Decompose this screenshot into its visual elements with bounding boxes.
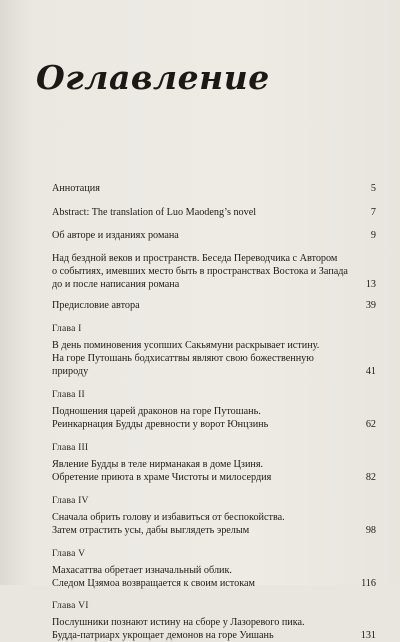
toc-entry-title [52, 252, 376, 291]
toc-entry-title [52, 616, 376, 642]
table-of-contents [52, 176, 376, 642]
toc-entry-line: Аннотация [52, 183, 100, 194]
toc-page-number: 116 [361, 578, 376, 589]
toc-entry-line: до и после написания романа [52, 279, 180, 290]
toc-page-number: 41 [365, 366, 376, 377]
toc-entry-line: о событиях, имевших место быть в пространствах Востока и Запада [52, 266, 348, 277]
toc-entry-title [52, 564, 376, 590]
toc-page-number: 131 [360, 630, 376, 641]
toc-entry [52, 252, 376, 291]
toc-page-number: 7 [370, 207, 376, 218]
toc-entry-line: Реинкарнация Будды древности у ворот Юнцзинь [52, 419, 269, 430]
toc-entry [52, 511, 376, 537]
toc-entry-line: Махасаттва обретает изначальный облик. [52, 565, 232, 576]
chapter-label: Глава I [52, 323, 82, 334]
toc-entry [52, 206, 376, 219]
toc-entry [52, 458, 376, 484]
toc-entry-line: Предисловие автора [52, 300, 140, 311]
toc-entry-line: В день поминовения усопших Сакьямуни раскрывает истину. [52, 340, 320, 351]
toc-page-number: 39 [365, 300, 376, 311]
chapter-label: Глава VI [52, 600, 89, 611]
page-title: Оглавление [36, 58, 270, 97]
toc-entry [52, 339, 376, 378]
toc-entry-line: На горе Путошань бодхисаттвы являют свою божественную природу [52, 353, 314, 377]
toc-page-number: 9 [370, 230, 376, 241]
toc-page-number: 98 [365, 525, 376, 536]
toc-chapter-heading [52, 599, 376, 612]
toc-entry-line: Об авторе и изданиях романа [52, 230, 179, 241]
toc-entry-title [52, 458, 376, 484]
toc-entry-title [52, 511, 376, 537]
toc-entry [52, 229, 376, 242]
toc-entry-title [52, 339, 376, 378]
toc-entry-line: Будда-патриарх укрощает демонов на горе Уишань [52, 630, 274, 641]
toc-chapter-heading [52, 547, 376, 560]
toc-entry [52, 616, 376, 642]
toc-entry [52, 564, 376, 590]
toc-chapter-heading [52, 388, 376, 401]
toc-entry-line: Следом Цзямоа возвращается к своим истокам [52, 578, 255, 589]
toc-entry-line: Затем отрастить усы, дабы выглядеть эрелым [52, 525, 250, 536]
toc-entry-line: Abstract: The translation of Luo Maodeng’s novel [52, 207, 257, 218]
toc-entry-line: Сначала обрить голову и избавиться от беспокойства. [52, 512, 285, 523]
toc-entry-line: Подношения царей драконов на горе Путошань. [52, 406, 261, 417]
toc-page-number: 5 [370, 183, 376, 194]
chapter-label: Глава V [52, 548, 86, 559]
toc-entry-line: Над бездной веков и пространств. Беседа Переводчика с Автором [52, 253, 338, 264]
toc-entry-line: Обретение приюта в храме Чистоты и милосердия [52, 472, 272, 483]
toc-entry-title [52, 405, 376, 431]
toc-chapter-heading [52, 441, 376, 454]
toc-entry-line: Послушники познают истину на сборе у Лазоревого пика. [52, 617, 305, 628]
toc-page-number: 13 [365, 279, 376, 290]
toc-chapter-heading [52, 494, 376, 507]
toc-page-number: 62 [365, 419, 376, 430]
toc-entry [52, 405, 376, 431]
toc-entry-title [52, 182, 376, 195]
toc-entry-title [52, 206, 376, 219]
chapter-label: Глава IV [52, 495, 89, 506]
toc-chapter-heading [52, 322, 376, 335]
toc-page-number: 82 [365, 472, 376, 483]
toc-entry [52, 299, 376, 312]
toc-entry-title [52, 229, 376, 242]
toc-entry [52, 182, 376, 195]
toc-entry-title [52, 299, 376, 312]
chapter-label: Глава II [52, 389, 85, 400]
toc-entry-line: Явление Будды в теле нирманакая в доме Цзиня. [52, 459, 264, 470]
chapter-label: Глава III [52, 442, 89, 453]
